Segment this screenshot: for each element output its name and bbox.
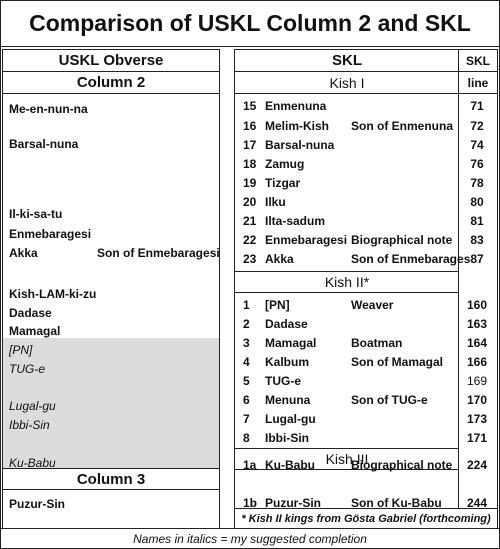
table-row: 3 Mamagal Boatman — [243, 336, 403, 350]
list-item: Enmebaragesi — [9, 227, 92, 241]
line-number: 166 — [466, 355, 488, 369]
line-number: 87 — [470, 252, 484, 266]
line-number: 244 — [466, 496, 488, 510]
line-number: 80 — [470, 195, 484, 209]
table-row: 17 Barsal-nuna — [243, 138, 335, 152]
table-row: 7 Lugal-gu — [243, 412, 316, 426]
list-item: Lugal-gu — [9, 399, 56, 413]
list-item: Il-ki-sa-tu — [9, 207, 63, 221]
table-row: 16 Melim-Kish Son of Enmenuna — [243, 119, 453, 133]
line-number: 71 — [470, 99, 484, 113]
table-row: 22 Enmebaragesi Biographical note — [243, 233, 453, 247]
list-item: Mamagal — [9, 324, 61, 338]
skl-header: SKL — [235, 50, 459, 72]
line-number: 83 — [470, 233, 484, 247]
list-item: Me-en-nun-na — [9, 102, 88, 116]
list-item: Puzur-Sin — [9, 497, 65, 511]
table-row: 15 Enmenuna — [243, 99, 327, 113]
section-kish-iii: Kish III — [235, 448, 459, 470]
uskl-header: USKL Obverse — [3, 50, 219, 72]
list-item: Ku-Babu — [9, 456, 56, 470]
skl-line-header: SKL — [459, 50, 497, 72]
line-number: 170 — [466, 393, 488, 407]
uskl-panel — [2, 49, 220, 529]
table-row: 6 Menuna Son of TUG-e — [243, 393, 428, 407]
table-row: 18 Zamug — [243, 157, 305, 171]
footnote: * Kish II kings from Gösta Gabriel (forthcoming) — [235, 508, 497, 529]
table-row: 2 Dadase — [243, 317, 308, 331]
table-row: 4 Kalbum Son of Mamagal — [243, 355, 444, 369]
line-number: 164 — [466, 336, 488, 350]
list-item: Dadase — [9, 306, 52, 320]
line-number: 72 — [470, 119, 484, 133]
line-number: 160 — [466, 298, 488, 312]
line-number: 81 — [470, 214, 484, 228]
section-kish-ii: Kish II* — [235, 271, 459, 293]
table-row: 1 [PN] Weaver — [243, 298, 394, 312]
skl-line-sub: line — [459, 72, 497, 94]
line-number: 74 — [470, 138, 484, 152]
list-item: Ibbi-Sin — [9, 418, 50, 432]
section-kish-i: Kish I — [235, 72, 459, 94]
line-number: 224 — [466, 458, 488, 472]
table-row: 1b Puzur-Sin Son of Ku-Babu — [243, 496, 442, 510]
line-number: 78 — [470, 176, 484, 190]
table-row: 23 Akka Son of Enmebarages — [243, 252, 471, 266]
list-item: [PN] — [9, 343, 33, 357]
table-row: 5 TUG-e — [243, 374, 301, 388]
line-number: 76 — [470, 157, 484, 171]
list-item: TUG-e — [9, 362, 45, 376]
column2-label: Column 2 — [3, 72, 219, 94]
column3-label: Column 3 — [3, 468, 219, 490]
list-item: Barsal-nuna — [9, 137, 79, 151]
line-number: 163 — [466, 317, 488, 331]
table-row: 20 Ilku — [243, 195, 286, 209]
list-item-note: Son of Enmebaragesi — [97, 246, 220, 260]
line-number: 173 — [466, 412, 488, 426]
table-row: 8 Ibbi-Sin — [243, 431, 309, 445]
skl-panel — [234, 49, 498, 529]
table-row: 19 Tizgar — [243, 176, 301, 190]
table-row: 21 Ilta-sadum — [243, 214, 326, 228]
footer-note: Names in italics = my suggested completion — [1, 528, 499, 548]
list-item: Kish-LAM-ki-zu — [9, 287, 97, 301]
line-number: 169 — [466, 374, 488, 388]
page-title: Comparison of USKL Column 2 and SKL — [1, 1, 499, 47]
line-number: 171 — [466, 431, 488, 445]
list-item: Akka — [9, 246, 38, 260]
table-row: 1a Ku-Babu Biographical note — [243, 458, 453, 472]
